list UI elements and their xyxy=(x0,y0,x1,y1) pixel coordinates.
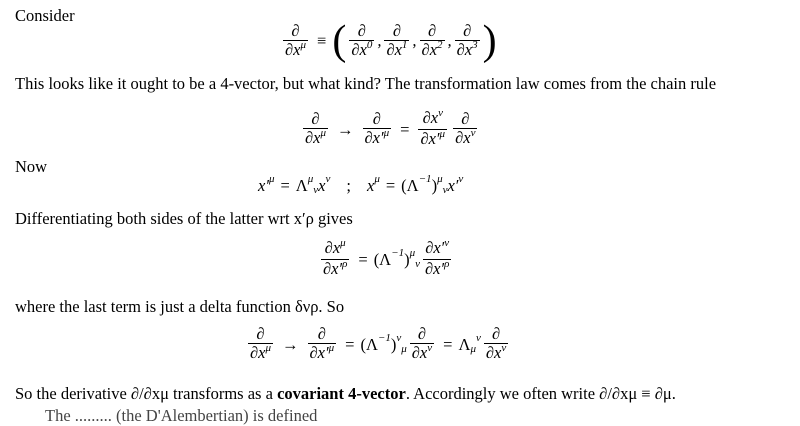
covariant-term: covariant 4-vector xyxy=(277,384,406,403)
conclusion-prefix: So the derivative ∂/∂xμ transforms as a xyxy=(15,384,278,403)
equation-chain-rule: $\frac{\partial}{\partial x^\mu}$ → $\frac{\partial}{\partial x'^\mu}$ = $\frac{\partial x^\nu}{\partial x'^\mu}$ $\frac{\partial}{\partial x^\nu}$ xyxy=(305,107,476,148)
paragraph-4vector: This looks like it ought to be a 4-vector, but what kind? The transformation law comes from the chain rule xyxy=(15,74,717,93)
paragraph-delta: where the last term is just a delta function δνρ. So xyxy=(15,297,345,316)
paragraph-consider: Consider xyxy=(15,6,75,25)
paragraph-cutoff: The ......... (the D'Alembertian) is defined xyxy=(45,406,318,425)
equation-gradient-definition: $\frac{\partial}{\partial x^\mu}$ ≡ ( $\frac{\partial}{\partial x^0}$ , $\frac{\partial}{\partial x^1}$ , $\frac{\partial}{\partial x^2}$ , $\frac{\partial}{\partial x^3}$ ) xyxy=(285,18,497,64)
paragraph-differentiating: Differentiating both sides of the latter wrt x′ρ gives xyxy=(15,209,353,228)
paragraph-now: Now xyxy=(15,157,48,176)
conclusion-suffix: . Accordingly we often write ∂/∂xμ ≡ ∂μ. xyxy=(405,384,676,403)
equation-covariant: $\frac{\partial}{\partial x^\mu}$ → $\frac{\partial}{\partial x'^\mu}$ = (Λ −1 ) ν μ $\frac{\partial}{\partial x^\nu}$ = Λ μ ν $\frac{\partial}{\partial x^\nu}$ xyxy=(250,324,507,362)
paragraph-conclusion xyxy=(15,384,676,404)
equation-inverse-derivative: $\frac{\partial x^\mu}{\partial x'^\rho}$ = (Λ −1 ) μ ν $\frac{\partial x'^\nu}{\partial x'^\rho}$ xyxy=(323,237,450,278)
equation-lorentz: x′ μ = Λ μ ν x ν ; x μ = (Λ −1 ) μ ν x′ ν xyxy=(258,173,464,196)
